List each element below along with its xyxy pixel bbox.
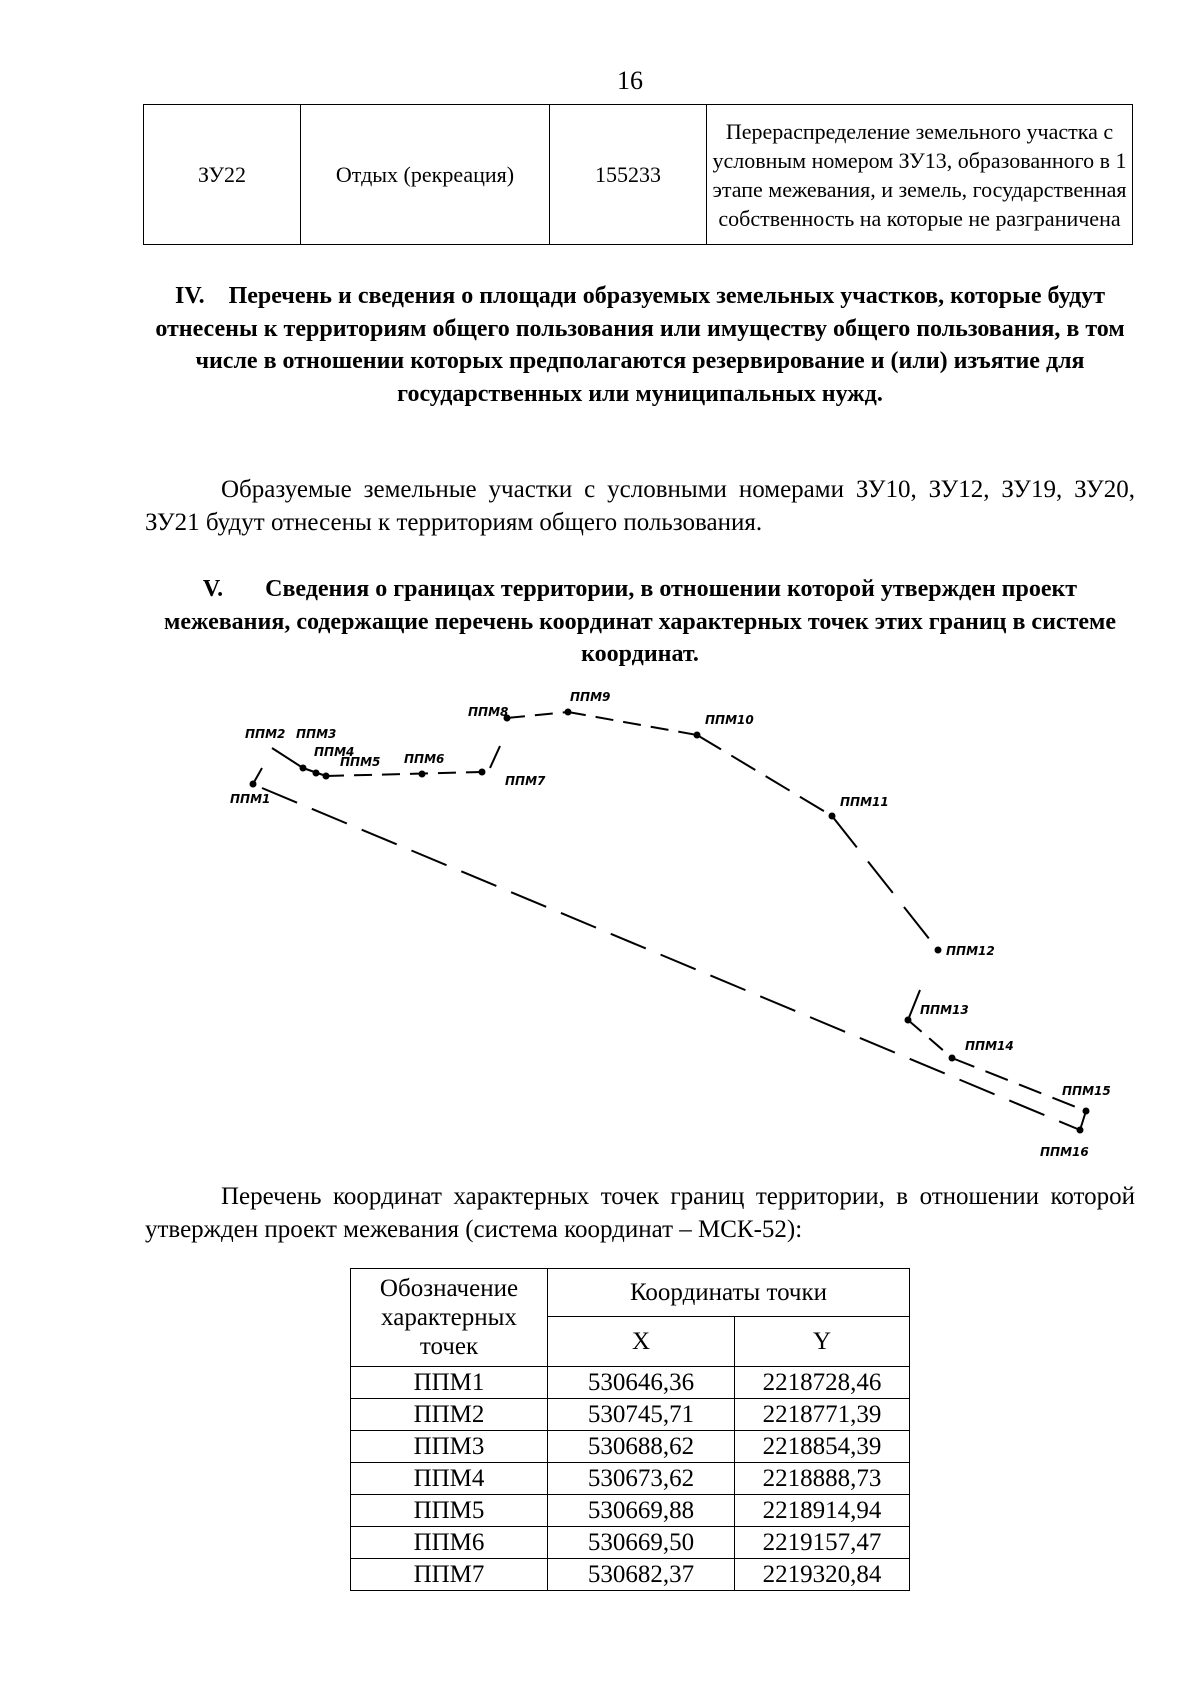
y-cell: 2218888,73 <box>735 1463 910 1495</box>
plot-use-cell: Отдых (рекреация) <box>301 105 550 245</box>
label-ppm11: ППМ11 <box>840 795 889 809</box>
point-ppm9 <box>565 709 572 716</box>
label-ppm10: ППМ10 <box>705 713 754 727</box>
page-number: 16 <box>617 66 643 95</box>
label-ppm7: ППМ7 <box>505 774 546 788</box>
segment-10-11 <box>697 735 832 816</box>
plot-area-cell: 155233 <box>550 105 707 245</box>
label-ppm1: ППМ1 <box>230 792 271 806</box>
coordinates-table <box>350 1268 910 1591</box>
boundary-lines <box>253 712 1086 1130</box>
point-cell: ППМ6 <box>351 1527 548 1559</box>
segment-5-7 <box>326 772 482 776</box>
point-ppm6 <box>419 771 426 778</box>
point-ppm4 <box>313 770 320 777</box>
table-row <box>351 1399 910 1431</box>
x-cell: 530669,50 <box>548 1527 735 1559</box>
header-coords-cell: Координаты точки <box>548 1269 910 1317</box>
point-ppm1 <box>250 781 257 788</box>
section-4-heading: IV. Перечень и сведения о площади образуемых земельных участков, которые будут отнесены к территориям общего пользования или имуществу общего пользования, в том числе в отношении которых предполагаются резервирование и (или) изъятие для государственных или муниципальных нужд. <box>155 283 1125 407</box>
x-cell: 530745,71 <box>548 1399 735 1431</box>
point-ppm12 <box>935 947 942 954</box>
boundary-points <box>250 709 1090 1134</box>
point-cell: ППМ7 <box>351 1559 548 1591</box>
coords-header-row <box>351 1269 910 1317</box>
point-ppm3 <box>300 765 307 772</box>
x-cell: 530682,37 <box>548 1559 735 1591</box>
point-ppm7 <box>479 769 486 776</box>
segment-16-1 <box>262 788 1080 1130</box>
segment-13-14 <box>908 1020 952 1058</box>
x-cell: 530688,62 <box>548 1431 735 1463</box>
segment-11-12 <box>832 816 938 950</box>
label-ppm6: ППМ6 <box>404 752 445 766</box>
segment-8-9 <box>507 712 568 718</box>
point-ppm13 <box>905 1017 912 1024</box>
x-cell: 530669,88 <box>548 1495 735 1527</box>
x-cell: 530646,36 <box>548 1367 735 1399</box>
point-cell: ППМ1 <box>351 1367 548 1399</box>
y-cell: 2218854,39 <box>735 1431 910 1463</box>
label-ppm2: ППМ2 <box>245 727 286 741</box>
segment-12-13 <box>908 990 920 1020</box>
table-row <box>351 1367 910 1399</box>
label-ppm14: ППМ14 <box>965 1039 1014 1053</box>
table-row <box>351 1431 910 1463</box>
x-cell: 530673,62 <box>548 1463 735 1495</box>
label-ppm15: ППМ15 <box>1062 1084 1111 1098</box>
table-row <box>351 1495 910 1527</box>
label-ppm8: ППМ8 <box>468 705 509 719</box>
label-ppm4: ППМ4 <box>314 745 355 759</box>
y-cell: 2218728,46 <box>735 1367 910 1399</box>
header-x-cell: X <box>548 1317 735 1367</box>
label-ppm13: ППМ13 <box>920 1003 969 1017</box>
header-y-cell: Y <box>735 1317 910 1367</box>
point-cell: ППМ3 <box>351 1431 548 1463</box>
point-ppm14 <box>949 1055 956 1062</box>
label-ppm5: ППМ5 <box>340 755 381 769</box>
plot-method-cell: Перераспределение земельного участка с условным номером ЗУ13, образованного в 1 этапе межевания, и земель, государственная собственность на которые не разграничена <box>707 105 1133 245</box>
label-ppm3: ППМ3 <box>296 727 337 741</box>
point-ppm15 <box>1083 1108 1090 1115</box>
section-5-heading: V. Сведения о границах территории, в отношении которой утвержден проект межевания, содержащие перечень координат характерных точек этих границ в системе координат. <box>163 576 1117 667</box>
point-cell: ППМ2 <box>351 1399 548 1431</box>
header-point-cell: Обозначение характерных точек <box>351 1269 548 1367</box>
table-row <box>351 1527 910 1559</box>
section-5-text: Перечень координат характерных точек границ территории, в отношении которой утвержден проект межевания (система координат – МСК-52): <box>145 1183 1135 1243</box>
point-cell: ППМ4 <box>351 1463 548 1495</box>
plot-code-cell: ЗУ22 <box>144 105 301 245</box>
point-ppm16 <box>1077 1127 1084 1134</box>
label-ppm9: ППМ9 <box>570 690 611 704</box>
section-4-text: Образуемые земельные участки с условными номерами ЗУ10, ЗУ12, ЗУ19, ЗУ20, ЗУ21 будут отнесены к территориям общего пользования. <box>145 476 1135 536</box>
label-ppm16: ППМ16 <box>1040 1145 1089 1159</box>
segment-2-3 <box>272 748 303 768</box>
y-cell: 2219320,84 <box>735 1559 910 1591</box>
table-row <box>351 1463 910 1495</box>
point-ppm10 <box>694 732 701 739</box>
point-ppm11 <box>829 813 836 820</box>
y-cell: 2218771,39 <box>735 1399 910 1431</box>
y-cell: 2218914,94 <box>735 1495 910 1527</box>
table-row <box>351 1559 910 1591</box>
point-ppm5 <box>323 773 330 780</box>
segment-9-10 <box>568 712 697 735</box>
segment-7-8 <box>490 746 500 768</box>
y-cell: 2219157,47 <box>735 1527 910 1559</box>
label-ppm12: ППМ12 <box>946 944 995 958</box>
point-cell: ППМ5 <box>351 1495 548 1527</box>
